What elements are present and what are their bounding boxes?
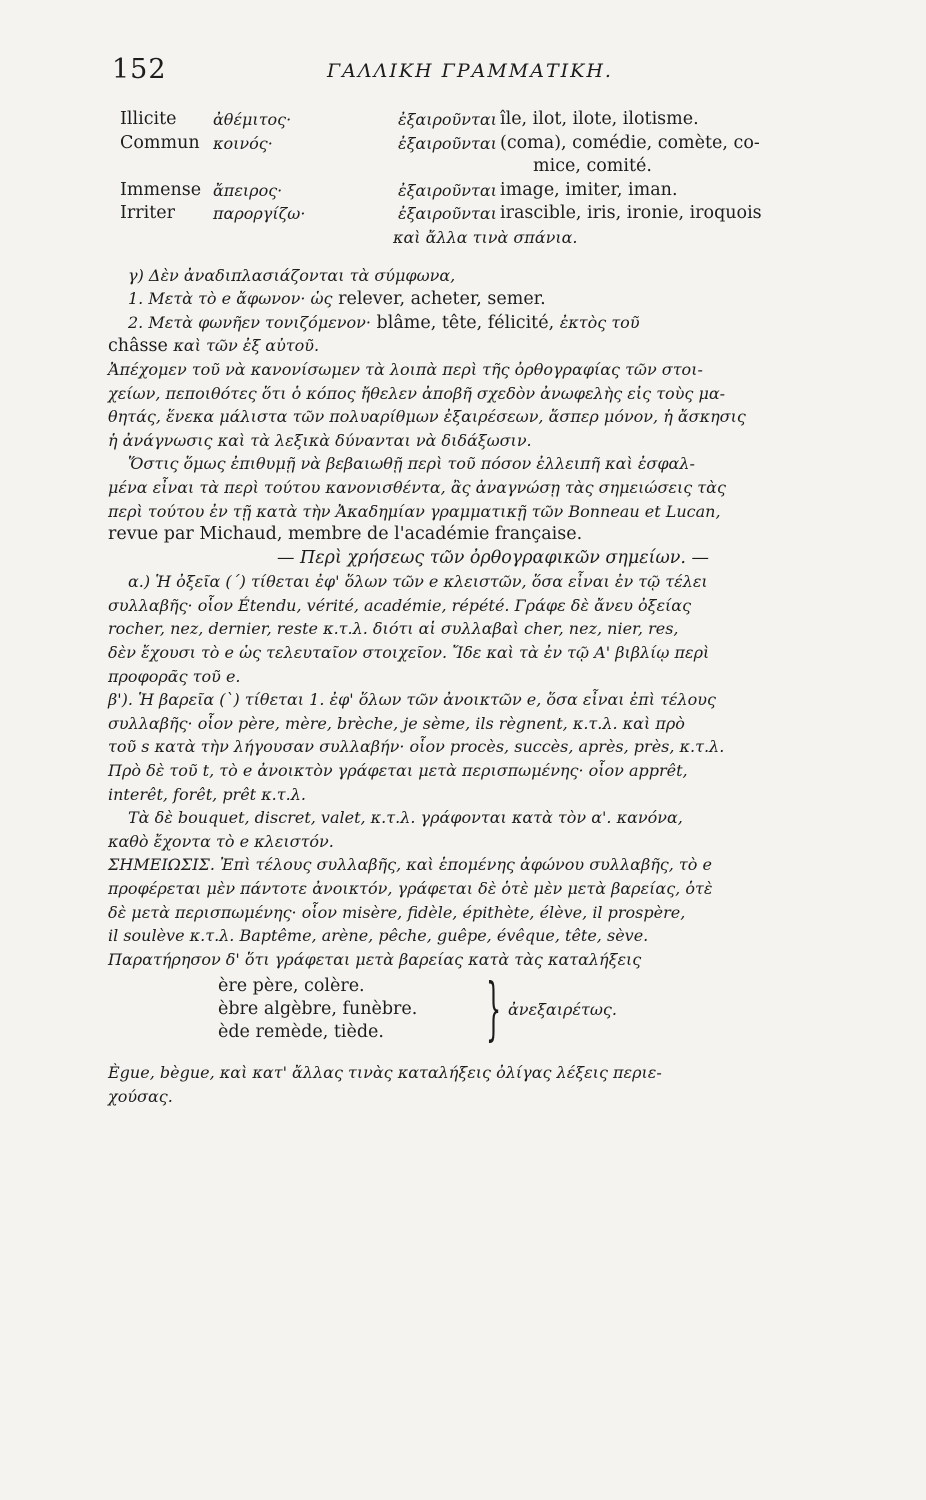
text-line: θητάς, ἕνεκα μάλιστα τῶν πολυαρίθμων ἐξαιρέσεων, ἅσπερ μόνον, ἡ ἄσκησις xyxy=(108,407,746,427)
endings-label: ἀνεξαιρέτως. xyxy=(508,1000,617,1020)
vocab-exceptions: image, imiter, iman. xyxy=(500,179,678,200)
vocab-french: Irriter xyxy=(120,203,175,224)
page-header xyxy=(112,50,832,90)
vocab-greek: παροργίζω· xyxy=(213,204,306,224)
text-line: Ègue, bègue, καὶ κατ' ἄλλας τινὰς καταλήξεις ὀλίγας λέξεις περιε- xyxy=(108,1063,662,1083)
endings-table xyxy=(218,970,838,1053)
vocab-exceptions-label: ἐξαιροῦνται xyxy=(398,110,497,129)
text-line: προφέρεται μὲν πάντοτε ἀνοικτόν, γράφεται δὲ ὁτὲ μὲν μετὰ βαρείας, ὁτὲ xyxy=(108,879,713,898)
gamma-item-2-greek-tail: ἐκτὸς τοῦ xyxy=(559,312,640,332)
text-line: α.) Ἡ ὀξεῖα (´) τίθεται ἐφ' ὅλων τῶν e κλειστῶν, ὅσα εἶναι ἐν τῷ τέλει xyxy=(128,572,708,592)
gamma-rule xyxy=(108,264,838,358)
vocab-greek: ἄπειρος· xyxy=(213,180,283,200)
vocab-exceptions-label: ἐξαιροῦνται xyxy=(398,180,497,200)
gamma-item-1-greek: 1. Μετὰ τὸ e ἄφωνον· ὡς xyxy=(128,289,333,309)
text-line: revue par Michaud, membre de l'académie française. xyxy=(108,524,583,545)
gamma-item-2-cont-greek: καὶ τῶν ἐξ αὐτοῦ. xyxy=(173,336,320,356)
text-line: Πρὸ δὲ τοῦ t, τὸ e ἀνοικτὸν γράφεται μετὰ περισπωμένης· οἷον apprêt, xyxy=(108,761,688,781)
paragraph-acute xyxy=(108,570,838,688)
vocab-exceptions-label: ἐξαιροῦνται xyxy=(398,204,497,224)
gamma-item-1-french: relever, acheter, semer. xyxy=(338,289,546,310)
paragraph-bouquet xyxy=(108,806,838,853)
text-line: il soulève κ.τ.λ. Baptême, arène, pêche, guêpe, évêque, tête, sève. xyxy=(108,926,649,946)
text-line: Ἀπέχομεν τοῦ νὰ κανονίσωμεν τὰ λοιπὰ περὶ τῆς ὀρθογραφίας τῶν στοι- xyxy=(108,359,703,379)
text-line: χείων, πεποιθότες ὅτι ὁ κόπος ἤθελεν ἀποβῆ σχεδὸν ἀνωφελὴς εἰς τοὺς μα- xyxy=(108,383,726,403)
text-line: ΣΗΜΕΙΩΣΙΣ. Ἐπὶ τέλους συλλαβῆς, καὶ ἑπομένης ἀφώνου συλλαβῆς, τὸ e xyxy=(108,855,712,875)
ending-row: ède remède, tiède. xyxy=(218,1022,384,1043)
gamma-item-2-french: blâme, tête, félicité, xyxy=(376,312,555,333)
ending-row: ère père, colère. xyxy=(218,976,365,997)
text-line: τοῦ s κατὰ τὴν λήγουσαν συλλαβήν· οἷον procès, succès, après, près, κ.τ.λ. xyxy=(108,737,725,757)
section-title: — Περὶ χρήσεως τῶν ὀρθογραφικῶν σημείων. — xyxy=(276,547,710,568)
paragraph-orthography xyxy=(108,358,838,452)
page-number: 152 xyxy=(112,54,167,85)
text-line: μένα εἶναι τὰ περὶ τούτου κανονισθέντα, ἂς ἀναγνώσῃ τὰς σημειώσεις τὰς xyxy=(108,477,726,497)
gamma-item-2 xyxy=(108,311,838,335)
paragraph-grave xyxy=(108,688,838,806)
text-line: Ὅστις ὅμως ἐπιθυμῇ νὰ βεβαιωθῇ περὶ τοῦ πόσον ἐλλειπῆ καὶ ἐσφαλ- xyxy=(128,454,695,474)
observe-line: Παρατήρησον δ' ὅτι γράφεται μετὰ βαρείας κατὰ τὰς καταλήξεις xyxy=(108,949,642,969)
text-line: Τὰ δὲ bouquet, discret, valet, κ.τ.λ. γράφονται κατὰ τὸν α'. κανόνα, xyxy=(128,808,683,828)
vocab-list xyxy=(108,108,838,250)
vocab-french: Immense xyxy=(120,179,202,200)
text-line: ἡ ἀνάγνωσις καὶ τὰ λεξικὰ δύνανται νὰ διδάξωσιν. xyxy=(108,430,532,450)
vocab-exceptions: mice, comité. xyxy=(533,156,652,177)
vocab-french: Illicite xyxy=(120,109,177,129)
vocab-exceptions: (coma), comédie, comète, co- xyxy=(500,132,760,153)
brace-icon: } xyxy=(486,970,502,1050)
vocab-row xyxy=(108,108,838,132)
vocab-greek: κοινός· xyxy=(213,133,273,153)
paragraph-final xyxy=(108,1061,838,1108)
vocab-row xyxy=(108,226,838,250)
running-head: ΓΑΛΛΙΚΗ ΓΡΑΜΜΑΤΙΚΗ. xyxy=(327,60,613,82)
vocab-greek: ἀθέμιτος· xyxy=(213,110,292,129)
text-line: προφορᾶς τοῦ e. xyxy=(108,666,241,686)
vocab-exceptions: irascible, iris, ironie, iroquois xyxy=(500,203,762,224)
paragraph-note xyxy=(108,853,838,947)
text-line: συλλαβῆς· οἷον Étendu, vérité, académie, répété. Γράφε δὲ ἄνευ ὀξείας xyxy=(108,595,692,615)
text-line: rocher, nez, dernier, reste κ.τ.λ. διότι αἱ συλλαβαὶ cher, nez, nier, res, xyxy=(108,619,679,639)
vocab-exceptions-label: ἐξαιροῦνται xyxy=(398,133,497,153)
gamma-item-2-cont xyxy=(108,334,838,358)
vocab-row xyxy=(108,179,838,203)
gamma-heading: γ) Δὲν ἀναδιπλασιάζονται τὰ σύμφωνα, xyxy=(128,265,456,285)
vocab-row xyxy=(108,155,838,179)
vocab-row xyxy=(108,132,838,156)
text-line: συλλαβῆς· οἷον père, mère, brèche, je sème, ils règnent, κ.τ.λ. καὶ πρὸ xyxy=(108,713,685,733)
gamma-item-2-cont-french: châsse xyxy=(108,336,168,357)
text-line: περὶ τούτου ἐν τῇ κατὰ τὴν Ἀκαδημίαν γραμματικῇ τῶν Bonneau et Lucan, xyxy=(108,501,721,521)
text-line: δὲν ἔχουσι τὸ e ὡς τελευταῖον στοιχεῖον. Ἴδε καὶ τὰ ἐν τῷ Α' βιβλίῳ περὶ xyxy=(108,643,710,663)
text-line: χούσας. xyxy=(108,1086,173,1106)
text-line: interêt, forêt, prêt κ.τ.λ. xyxy=(108,784,306,804)
vocab-tail: καὶ ἄλλα τινὰ σπάνια. xyxy=(393,227,578,247)
ending-row: èbre algèbre, funèbre. xyxy=(218,999,418,1020)
vocab-french: Commun xyxy=(120,132,200,153)
vocab-row xyxy=(108,202,838,226)
text-line: β'). Ἡ βαρεῖα (`) τίθεται 1. ἐφ' ὅλων τῶν ἀνοικτῶν e, ὅσα εἶναι ἐπὶ τέλους xyxy=(108,690,716,710)
gamma-item-1 xyxy=(108,287,838,311)
paragraph-reference xyxy=(108,452,838,546)
gamma-item-2-greek: 2. Μετὰ φωνῆεν τονιζόμενον· xyxy=(128,312,371,332)
vocab-exceptions: île, ilot, ilote, ilotisme. xyxy=(500,109,699,129)
page-body xyxy=(108,108,838,1109)
text-line: καθὸ ἔχοντα τὸ e κλειστόν. xyxy=(108,831,334,851)
text-line: δὲ μετὰ περισπωμένης· οἷον misère, fidèle, épithète, élève, il prospère, xyxy=(108,902,686,922)
